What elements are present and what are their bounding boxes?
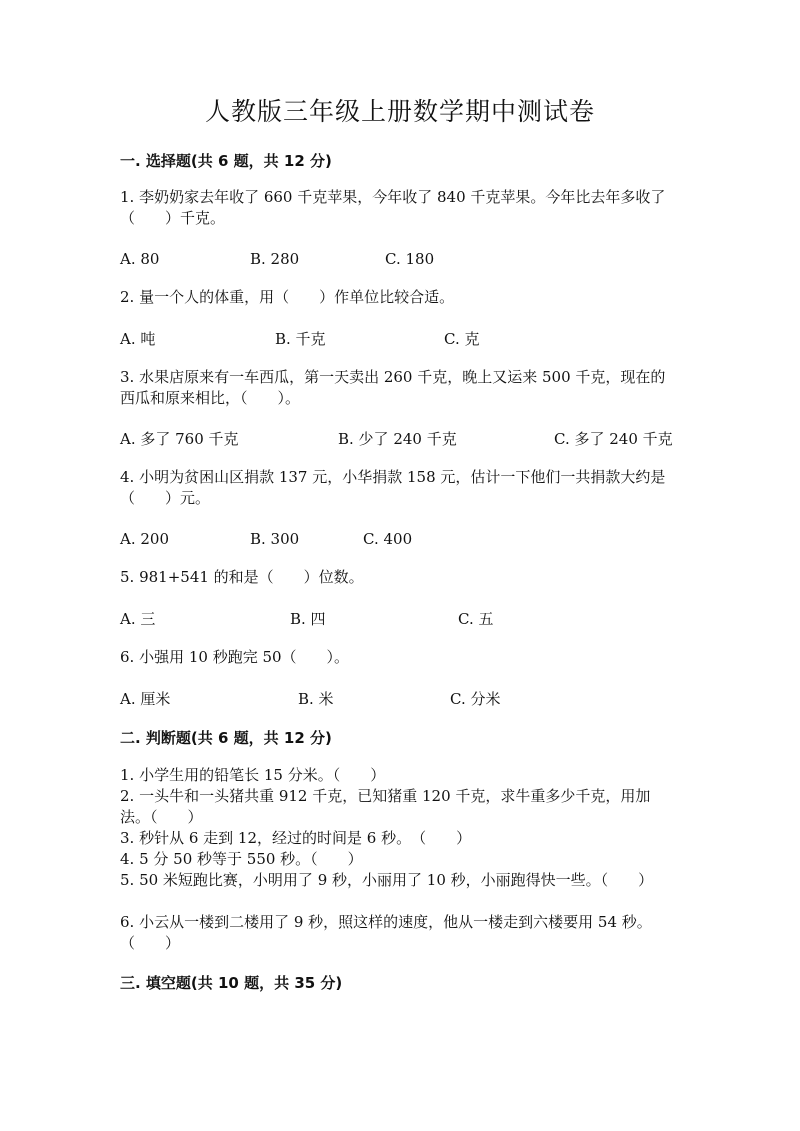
choice-question-4: 4. 小明为贫困山区捐款 137 元，小华捐款 158 元，估计一下他们一共捐款大约是（ ）元。 xyxy=(120,468,666,507)
choice-question-1: 1. 李奶奶家去年收了 660 千克苹果，今年收了 840 千克苹果。今年比去年多收了（ ）千克。 xyxy=(120,188,666,227)
section-heading-fill: 三. 填空题(共 10 题，共 35 分) xyxy=(120,974,343,992)
choice-options-6 xyxy=(120,688,680,710)
choice-question-5: 5. 981+541 的和是（ ）位数。 xyxy=(120,568,364,586)
option-a: A. 吨 xyxy=(120,330,156,348)
choice-options-3 xyxy=(120,428,680,450)
judge-question-2: 2. 一头牛和一头猪共重 912 千克，已知猪重 120 千克，求牛重多少千克，用加法。（ ） xyxy=(120,787,651,826)
option-b: B. 四 xyxy=(290,610,326,628)
judge-question-5: 5. 50 米短跑比赛，小明用了 9 秒，小丽用了 10 秒，小丽跑得快一些。（ ） xyxy=(120,871,654,889)
option-c: C. 多了 240 千克 xyxy=(554,430,673,448)
judge-question-1: 1. 小学生用的铅笔长 15 分米。（ ） xyxy=(120,766,386,784)
judge-question-3: 3. 秒针从 6 走到 12，经过的时间是 6 秒。 （ ） xyxy=(120,829,472,847)
choice-options-4 xyxy=(120,530,680,552)
option-a: A. 多了 760 千克 xyxy=(120,430,239,448)
option-b: B. 300 xyxy=(250,530,300,548)
choice-options-2 xyxy=(120,328,680,350)
judge-question-6: 6. 小云从一楼到二楼用了 9 秒，照这样的速度，他从一楼走到六楼要用 54 秒。（ ） xyxy=(120,913,652,952)
option-a: A. 厘米 xyxy=(120,690,171,708)
choice-question-3: 3. 水果店原来有一车西瓜，第一天卖出 260 千克，晚上又运来 500 千克，现在的西瓜和原来相比，（ ）。 xyxy=(120,368,666,407)
option-a: A. 80 xyxy=(120,250,160,268)
option-b: B. 280 xyxy=(250,250,300,268)
option-b: B. 千克 xyxy=(275,330,326,348)
option-a: A. 200 xyxy=(120,530,169,548)
option-c: C. 400 xyxy=(363,530,413,548)
section-heading-judge: 二. 判断题(共 6 题，共 12 分) xyxy=(120,729,332,747)
page-title: 人教版三年级上册数学期中测试卷 xyxy=(204,97,595,126)
option-c: C. 五 xyxy=(458,610,494,628)
option-b: B. 米 xyxy=(298,690,334,708)
option-b: B. 少了 240 千克 xyxy=(338,430,457,448)
judge-question-4: 4. 5 分 50 秒等于 550 秒。（ ） xyxy=(120,850,363,868)
option-c: C. 180 xyxy=(385,250,435,268)
section-heading-choice: 一. 选择题(共 6 题，共 12 分) xyxy=(120,152,332,170)
option-c: C. 分米 xyxy=(450,690,501,708)
option-a: A. 三 xyxy=(120,610,156,628)
option-c: C. 克 xyxy=(444,330,480,348)
choice-question-2: 2. 量一个人的体重，用（ ）作单位比较合适。 xyxy=(120,288,455,306)
choice-question-6: 6. 小强用 10 秒跑完 50（ ）。 xyxy=(120,648,350,666)
choice-options-1 xyxy=(120,250,680,272)
choice-options-5 xyxy=(120,608,680,630)
